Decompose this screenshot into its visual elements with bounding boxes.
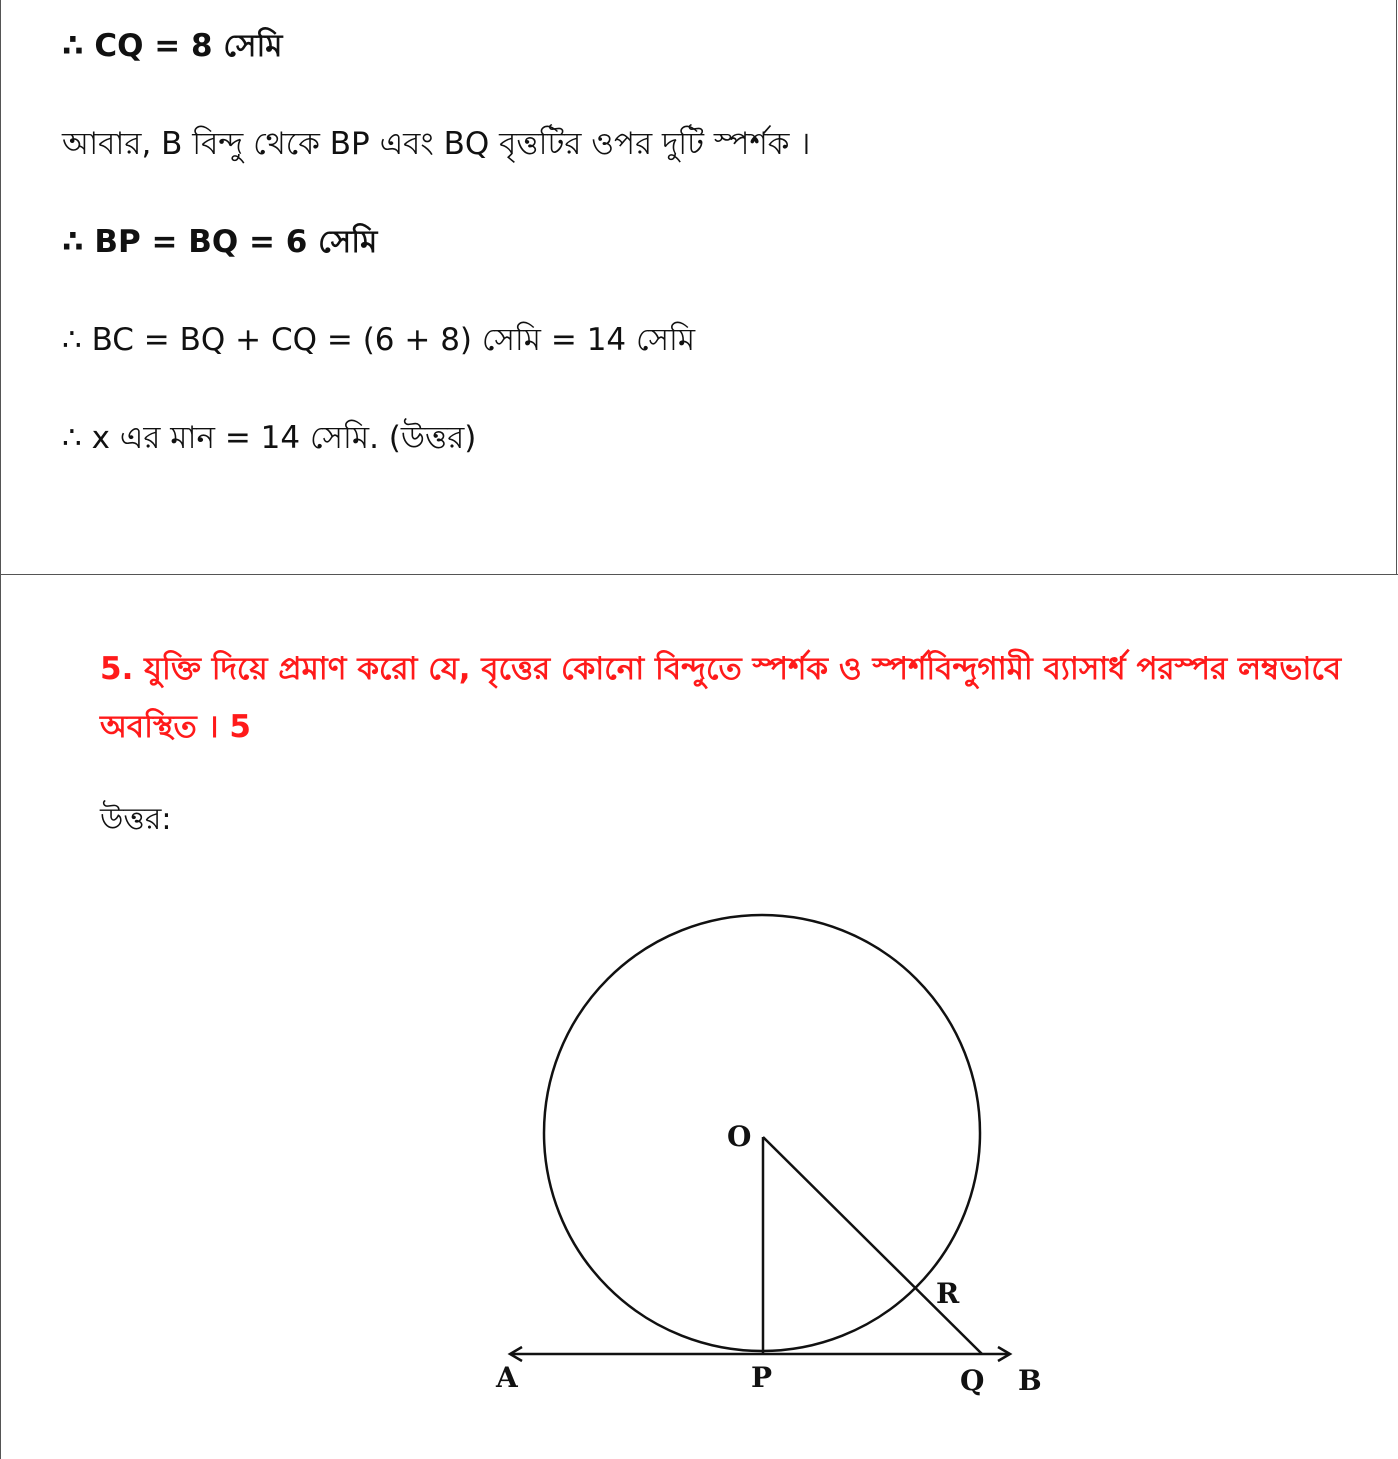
label-r: R xyxy=(936,1277,960,1310)
label-o: O xyxy=(727,1120,752,1153)
solution-line-tangents: আবার, B বিন্দু থেকে BP এবং BQ বৃত্তটির ওপর দুটি স্পর্শক । xyxy=(62,126,811,162)
question-5: 5. যুক্তি দিয়ে প্রমাণ করো যে, বৃত্তের কোনো বিন্দুতে স্পর্শক ও স্পর্শবিন্দুগামী ব্যাসার্ধ পরস্পর লম্বভাবে অবস্থিত । 5 xyxy=(100,651,1342,745)
label-b: B xyxy=(1018,1364,1042,1397)
page-border-right xyxy=(1396,0,1397,575)
answer-label: উত্তর: xyxy=(100,802,172,837)
solution-line-result: ∴ x এর মান = 14 সেমি. (উত্তর) xyxy=(62,420,477,456)
label-p: P xyxy=(751,1361,773,1394)
page-border-left xyxy=(0,0,1,1459)
label-a: A xyxy=(496,1361,518,1394)
solution-line-cq: ∴ CQ = 8 সেমি xyxy=(62,28,283,64)
solution-line-bc: ∴ BC = BQ + CQ = (6 + 8) সেমি = 14 সেমি xyxy=(62,322,696,358)
solution-line-bp-bq: ∴ BP = BQ = 6 সেমি xyxy=(62,224,378,260)
tangent-radius-figure xyxy=(470,900,1070,1420)
label-q: Q xyxy=(960,1364,985,1397)
section-divider xyxy=(0,574,1398,575)
